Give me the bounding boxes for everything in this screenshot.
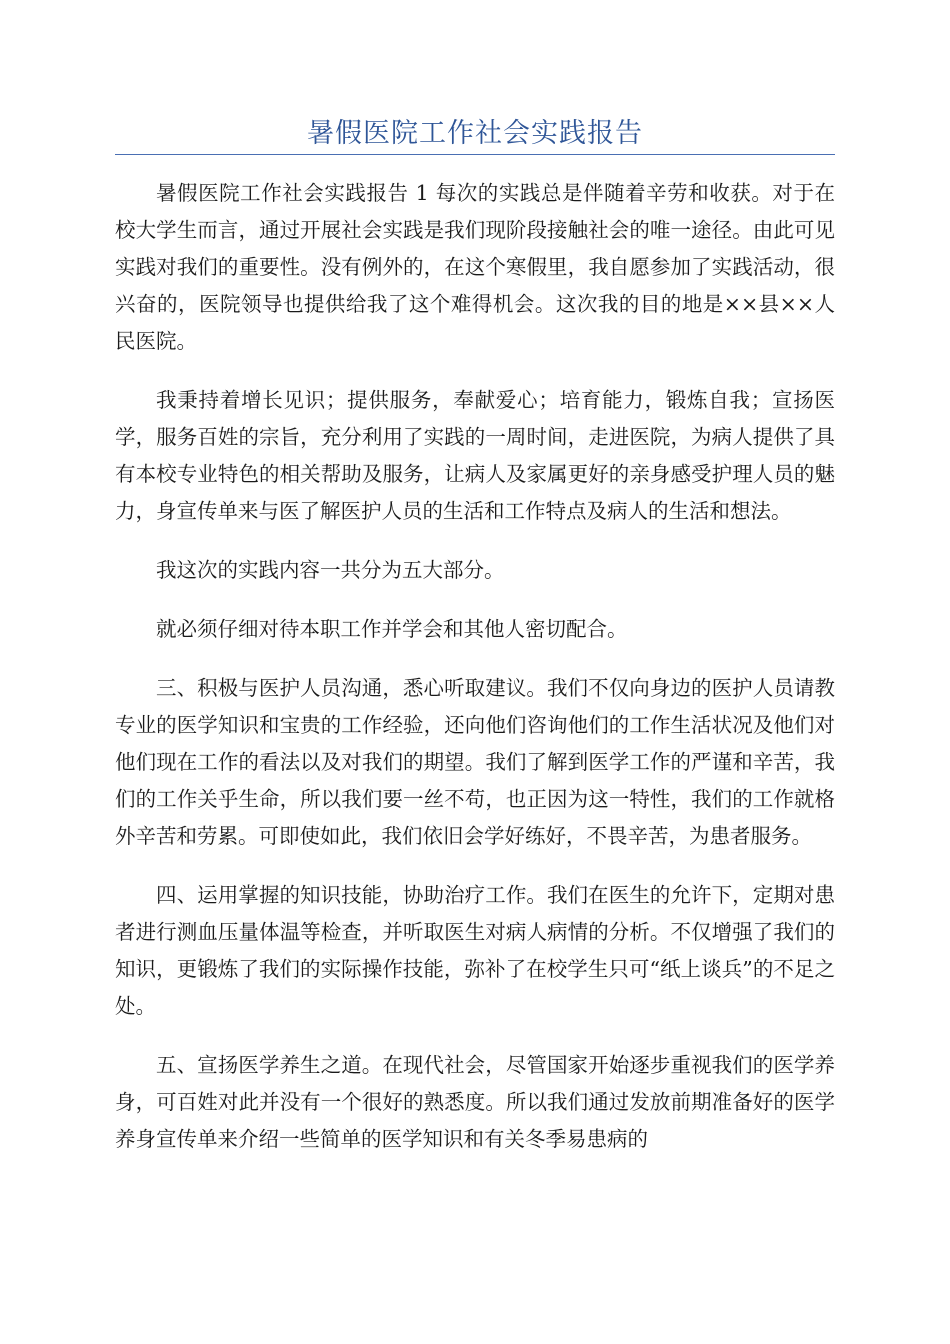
paragraph-7: 五、宣扬医学养生之道。在现代社会，尽管国家开始逐步重视我们的医学养身，可百姓对此并没有一个很好的熟悉度。所以我们通过发放前期准备好的医学养身宣传单来介绍一些简单的医学知识和有关冬季易患病的 (115, 1053, 835, 1151)
document-title: 暑假医院工作社会实践报告 (307, 118, 643, 149)
paragraph-4: 就必须仔细对待本职工作并学会和其他人密切配合。 (156, 617, 628, 641)
paragraph-6: 四、运用掌握的知识技能，协助治疗工作。我们在医生的允许下，定期对患者进行测血压量体温等检查，并听取医生对病人病情的分析。不仅增强了我们的知识，更锻炼了我们的实际操作技能，弥补了在校学生只可“纸上谈兵”的不足之处。 (115, 883, 835, 1018)
document-body (115, 175, 835, 1180)
title-underline (115, 154, 835, 155)
paragraph-5: 三、积极与医护人员沟通，悉心听取建议。我们不仅向身边的医护人员请教专业的医学知识和宝贵的工作经验，还向他们咨询他们的工作生活状况及他们对他们现在工作的看法以及对我们的期望。我们了解到医学工作的严谨和辛苦，我们的工作关乎生命，所以我们要一丝不苟，也正因为这一特性，我们的工作就格外辛苦和劳累。可即使如此，我们依旧会学好练好，不畏辛苦，为患者服务。 (115, 676, 835, 848)
paragraph-2: 我秉持着增长见识；提供服务，奉献爱心；培育能力，锻炼自我；宣扬医学，服务百姓的宗旨，充分利用了实践的一周时间，走进医院，为病人提供了具有本校专业特色的相关帮助及服务，让病人及家属更好的亲身感受护理人员的魅力，身宣传单来与医了解医护人员的生活和工作特点及病人的生活和想法。 (115, 388, 835, 523)
paragraph-1: 暑假医院工作社会实践报告 1 每次的实践总是伴随着辛劳和收获。对于在校大学生而言，通过开展社会实践是我们现阶段接触社会的唯一途径。由此可见实践对我们的重要性。没有例外的，在这个寒假里，我自愿参加了实践活动，很兴奋的，医院领导也提供给我了这个难得机会。这次我的目的地是××县××人民医院。 (115, 181, 835, 353)
paragraph-3: 我这次的实践内容一共分为五大部分。 (156, 558, 505, 582)
